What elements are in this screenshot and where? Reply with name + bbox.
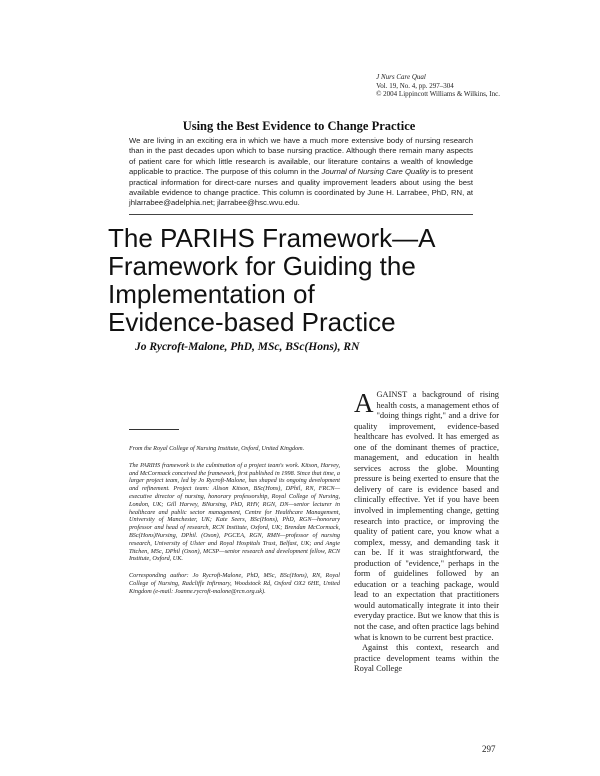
column-header: Using the Best Evidence to Change Practice: [182, 119, 416, 133]
journal-volume: Vol. 19, No. 4, pp. 297–304: [376, 81, 454, 90]
column-intro-text-start: We are living in an exciting era in which we have a much more extensive body of nursing research than in the past decades upon which to base nursing practice. Although there remain many aspects of patient care for which little research is available, our literature contains a wealth of knowledge applicable to practice. The purpose of this column in the: [129, 136, 473, 177]
body-paragraph: Against this context, research and practice development teams within the Royal College: [354, 643, 499, 674]
drop-cap: A: [354, 388, 374, 418]
column-intro-journal: Journal of Nursing Care Quality: [321, 167, 429, 177]
correspondence-note: Corresponding author: Jo Rycroft-Malone, PhD, MSc, BSc(Hons), RN, Royal College of Nursing, Radcliffe Infirmary, Woodstock Rd, Oxford OX2 6HE, United Kingdom (e-mail: Joanne.rycroft-malone@rcn.org.uk).: [129, 572, 340, 595]
article-title: [108, 224, 508, 336]
affiliation-note: From the Royal College of Nursing Institute, Oxford, United Kingdom.: [129, 445, 305, 452]
body-paragraph: [354, 390, 499, 643]
project-note: The PARIHS framework is the culmination of a project team's work. Kitson, Harvey, and McCormack conceived the framework, first published in 1998. Since that time, a larger project team, led by Jo Rycroft-Malone, has shaped its ongoing development and refinement. Project team: Alison Kitson, BSc(Hons), DPhil, RN, FRCN—executive director of nursing, honorary professorship, Royal College of Nursing, London, UK; Gill Harvey, BNursing, PhD, RHV, RGN, DN—senior lecturer in healthcare and public sector management, Centre for Healthcare Management, University of Manchester, UK; Kate Seers, BSc(Hons), PhD, RGN—honorary professor and head of research, RCN Institute, Oxford, UK; Brendan McCormack, BSc(Hons)Nursing, DPhil. (Oxon), PGCEA, RGN, RMN—professor of nursing research, University of Ulster and Royal Hospitals Trust, Belfast, UK; and Angie Titchen, MSc, DPhil (Oxon), MCSP—senior research and development fellow, RCN Institute, Oxford, UK.: [129, 461, 340, 563]
article-title-line: The PARIHS Framework—A: [108, 223, 436, 253]
article-title-line: Implementation of: [108, 279, 315, 309]
article-title-line: Evidence-based Practice: [108, 307, 396, 337]
journal-citation: [376, 73, 500, 99]
article-title-line: Framework for Guiding the: [108, 251, 416, 281]
notes-divider: [129, 429, 179, 430]
journal-name: J Nurs Care Qual: [376, 73, 426, 81]
journal-copyright: © 2004 Lippincott Williams & Wilkins, Inc.: [376, 90, 500, 99]
column-intro: [129, 136, 473, 215]
body-paragraph-text: GAINST a background of rising health costs, a management ethos of "doing things right," and a drive for quality improvement, evidence-based healthcare has evolved. It has emerged as one of the dominant themes of practice, management, and education in health services across the globe. Mounting pressure is being exerted to ensure that the delivery of care is evidence based and clinically effective. Yet if you have been involved in implementing change, getting research into practice, or improving the quality of patient care, you know what a complex, messy, and demanding task it can be. If it was straightforward, the production of "evidence," perhaps in the form of guidelines followed by an education or a teaching package, would lead to an expectation that practitioners would automatically integrate it into their everyday practice. But we know that this is not the case, and often practice lags behind what is known to be current best practice.: [354, 390, 499, 642]
body-column: [354, 390, 499, 675]
page-number: 297: [482, 744, 496, 754]
column-intro-text-end: is to present practical information for direct-care nurses and quality improvement leaders about using the best available evidence to change practice. This column is coordinated by June H. Larrabee, PhD, RN, at jhlarrabee@adelphia.net; jlarrabee@hsc.wvu.edu.: [129, 167, 474, 208]
article-author: Jo Rycroft-Malone, PhD, MSc, BSc(Hons), RN: [135, 341, 360, 353]
author-notes: [129, 445, 340, 605]
